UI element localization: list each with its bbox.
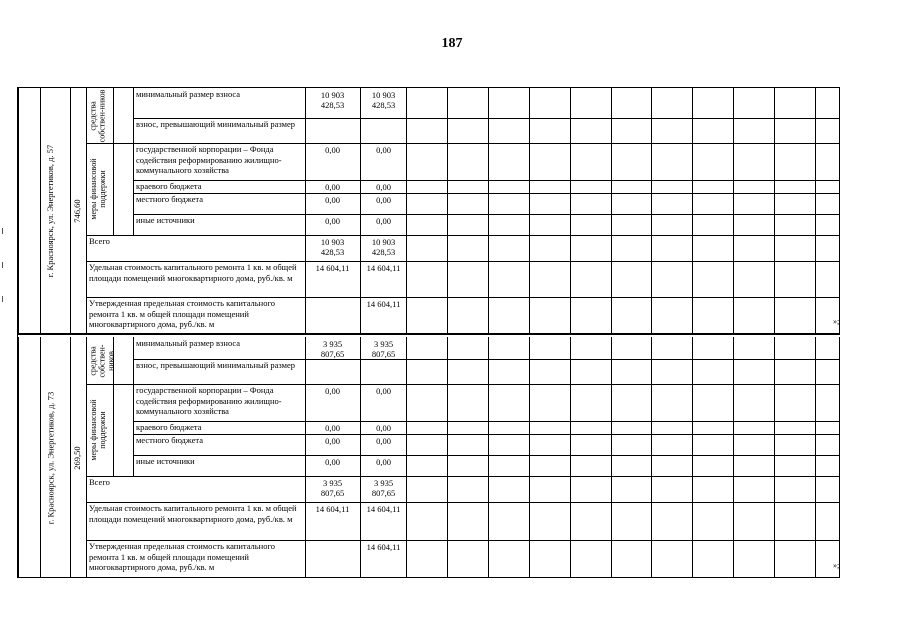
row-label-regional: краевого бюджета <box>136 422 202 432</box>
column-rule <box>40 88 41 334</box>
house-address: г. Красноярск, ул. Энергетиков, д. 57 <box>45 144 55 278</box>
value-cell-regional: 0,00 <box>325 182 340 192</box>
row-label-unit-cost: Удельная стоимость капитального ремонта 1 кв. м общей площади помещений многоквартирного дома, руб./кв. м <box>89 503 297 524</box>
house-area: 269,50 <box>72 445 82 470</box>
value-cell-unit-cost: 14 604,11 <box>366 504 401 514</box>
financial-support-group-label: меры финансовой поддержки <box>88 399 107 461</box>
row-label-regional: краевого бюджета <box>136 181 202 191</box>
row-label-fund: государственной корпорации – Фонда содействия реформированию жилищно-коммунального хозяйства <box>136 385 282 416</box>
value-cell-local: 0,00 <box>376 195 391 205</box>
row-label-other: иные источники <box>136 215 195 225</box>
value-cell-unit-cost: 14 604,11 <box>315 263 350 273</box>
column-rule <box>839 337 840 578</box>
column-rule <box>113 88 114 235</box>
column-rule <box>651 337 652 578</box>
value-cell-other: 0,00 <box>376 457 391 467</box>
column-rule <box>815 337 816 578</box>
value-cell-regional: 0,00 <box>376 423 391 433</box>
column-rule <box>40 337 41 578</box>
column-rule <box>70 337 71 578</box>
financial-support-group-label: меры финансовой поддержки <box>88 158 107 220</box>
column-rule <box>611 337 612 578</box>
block-bottom-rule <box>18 577 840 578</box>
value-cell-local: 0,00 <box>325 195 340 205</box>
value-cell-regional: 0,00 <box>376 182 391 192</box>
row-label-min-fee: минимальный размер взноса <box>136 89 241 99</box>
value-cell-min-fee: 3 935 807,65 <box>371 339 396 359</box>
column-rule <box>406 337 407 578</box>
house-area: 746,60 <box>72 199 82 223</box>
value-cell-fund: 0,00 <box>325 386 340 396</box>
row-label-over-min: взнос, превышающий минимальный размер <box>136 119 296 129</box>
column-rule <box>86 337 87 578</box>
column-rule <box>488 337 489 578</box>
row-label-min-fee: минимальный размер взноса <box>136 338 241 348</box>
value-cell-local: 0,00 <box>376 436 391 446</box>
value-cell-min-fee: 3 935 807,65 <box>320 339 345 359</box>
house-address: г. Красноярск, ул. Энергетиков, д. 73 <box>45 391 55 524</box>
value-cell-total: 3 935 807,65 <box>320 478 345 498</box>
row-label-over-min: взнос, превышающий минимальный размер <box>136 360 296 370</box>
value-cell-unit-cost: 14 604,11 <box>315 504 350 514</box>
column-rule <box>70 88 71 334</box>
value-cell-regional: 0,00 <box>325 423 340 433</box>
row-label-total: Всего <box>89 236 110 246</box>
value-cell-total: 10 903 428,53 <box>320 237 345 257</box>
row-label-total: Всего <box>89 477 110 487</box>
repair-cost-table <box>17 87 840 578</box>
closing-quote-mark: »; <box>833 317 840 326</box>
value-cell-total: 10 903 428,53 <box>371 237 396 257</box>
value-cell-min-fee: 10 903 428,53 <box>320 90 345 110</box>
column-rule <box>360 337 361 578</box>
row-label-limit-cost: Утвержденная предельная стоимость капитального ремонта 1 кв. м общей площади помещений многоквартирного дома, руб./кв. м <box>89 541 275 572</box>
column-rule <box>529 337 530 578</box>
row-label-unit-cost: Удельная стоимость капитального ремонта 1 кв. м общей площади помещений многоквартирного дома, руб./кв. м <box>89 262 297 283</box>
value-cell-fund: 0,00 <box>376 145 391 155</box>
margin-mark <box>2 296 3 302</box>
column-rule <box>733 337 734 578</box>
value-cell-min-fee: 10 903 428,53 <box>371 90 396 110</box>
value-cell-fund: 0,00 <box>325 145 340 155</box>
owners-funds-group-label: средства собствен-ников <box>88 89 107 142</box>
owners-funds-group-label: средства собствен-ников <box>88 344 116 377</box>
closing-quote-mark: »; <box>833 561 840 570</box>
value-cell-limit-cost: 14 604,11 <box>366 542 401 552</box>
value-cell-other: 0,00 <box>325 216 340 226</box>
column-rule <box>570 337 571 578</box>
margin-mark <box>2 228 3 234</box>
column-rule <box>447 337 448 578</box>
value-cell-fund: 0,00 <box>376 386 391 396</box>
row-label-fund: государственной корпорации – Фонда содействия реформированию жилищно-коммунального хозяйства <box>136 144 282 175</box>
column-rule <box>305 337 306 578</box>
column-rule <box>18 88 19 334</box>
column-rule <box>692 337 693 578</box>
row-label-local: местного бюджета <box>136 435 203 445</box>
value-cell-other: 0,00 <box>325 457 340 467</box>
column-rule <box>774 337 775 578</box>
value-cell-local: 0,00 <box>325 436 340 446</box>
value-cell-total: 3 935 807,65 <box>371 478 396 498</box>
column-rule <box>18 337 19 578</box>
row-label-local: местного бюджета <box>136 194 203 204</box>
value-cell-unit-cost: 14 604,11 <box>366 263 401 273</box>
value-cell-other: 0,00 <box>376 216 391 226</box>
row-label-limit-cost: Утвержденная предельная стоимость капитального ремонта 1 кв. м общей площади помещений многоквартирного дома, руб./кв. м <box>89 298 275 329</box>
row-label-other: иные источники <box>136 456 195 466</box>
block-separator-rule <box>18 334 840 335</box>
margin-mark <box>2 262 3 268</box>
column-rule <box>133 88 134 235</box>
value-cell-limit-cost: 14 604,11 <box>366 299 401 309</box>
page-number: 187 <box>441 36 463 51</box>
